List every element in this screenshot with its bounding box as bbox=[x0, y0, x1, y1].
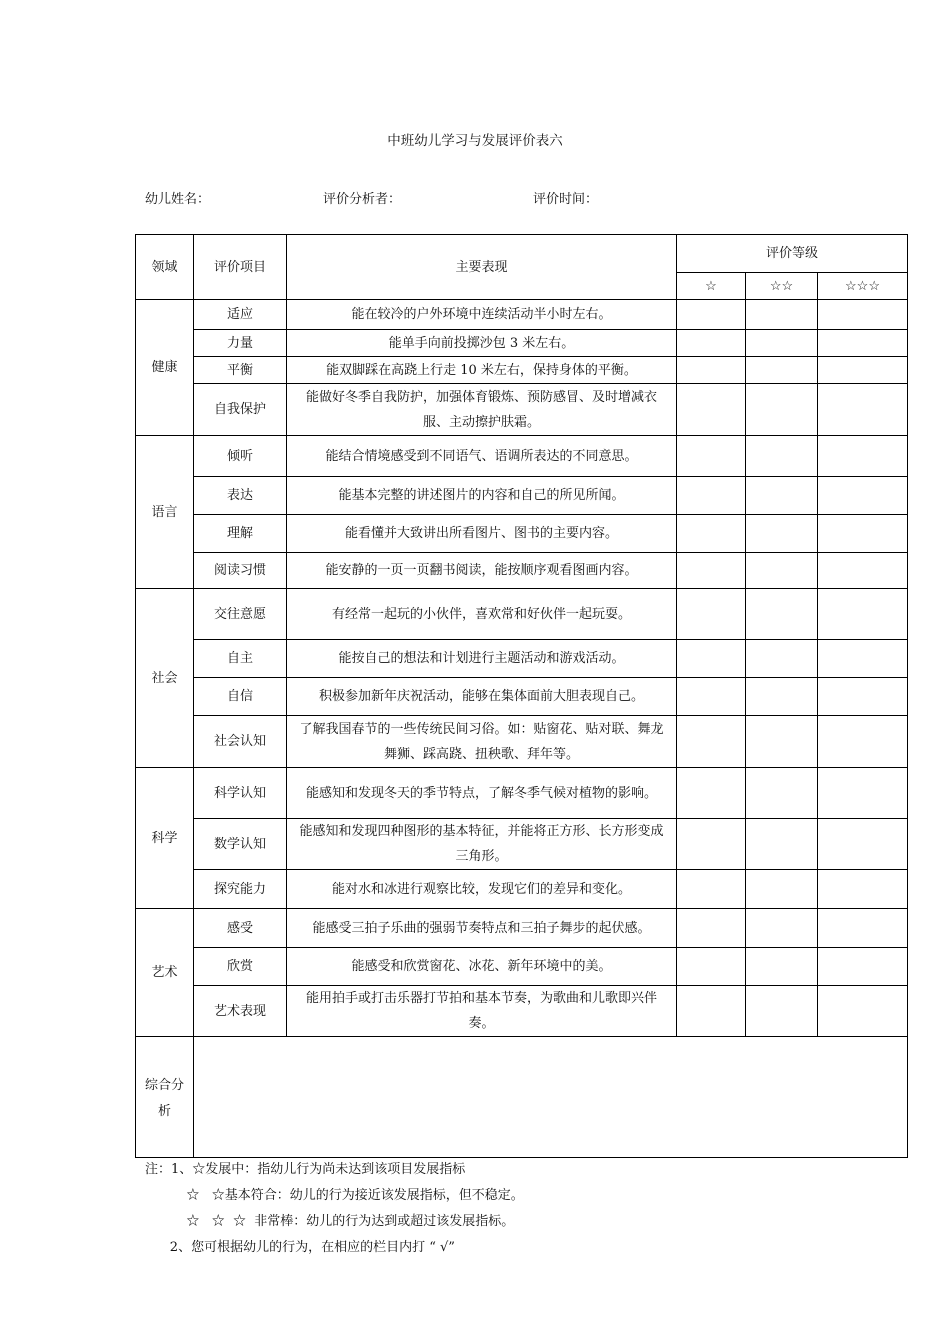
item-description: 能按自己的想法和计划进行主题活动和游戏活动。 bbox=[287, 640, 677, 678]
rating-cell-1[interactable] bbox=[677, 819, 746, 870]
rating-cell-1[interactable] bbox=[677, 384, 746, 436]
rating-cell-3[interactable] bbox=[818, 357, 908, 384]
rating-cell-2[interactable] bbox=[746, 384, 818, 436]
item-description: 能感受三拍子乐曲的强弱节奏特点和三拍子舞步的起伏感。 bbox=[287, 909, 677, 948]
item-description: 能看懂并大致讲出所看图片、图书的主要内容。 bbox=[287, 515, 677, 553]
header-rating: 评价等级 bbox=[677, 235, 908, 273]
item-label: 理解 bbox=[194, 515, 287, 553]
rating-cell-3[interactable] bbox=[818, 553, 908, 589]
item-description: 了解我国春节的一些传统民间习俗。如：贴窗花、贴对联、舞龙舞狮、踩高跷、扭秧歌、拜年等。 bbox=[287, 716, 677, 768]
header-item: 评价项目 bbox=[194, 235, 287, 300]
summary-label: 综合分析 bbox=[136, 1037, 194, 1158]
rating-cell-2[interactable] bbox=[746, 357, 818, 384]
rating-cell-3[interactable] bbox=[818, 515, 908, 553]
item-label: 表达 bbox=[194, 477, 287, 515]
rating-cell-3[interactable] bbox=[818, 986, 908, 1037]
item-label: 科学认知 bbox=[194, 768, 287, 819]
item-label: 适应 bbox=[194, 300, 287, 330]
note-line: ☆ ☆基本符合：幼儿的行为接近该发展指标，但不稳定。 bbox=[145, 1188, 524, 1203]
rating-cell-2[interactable] bbox=[746, 768, 818, 819]
item-description: 能安静的一页一页翻书阅读，能按顺序观看图画内容。 bbox=[287, 553, 677, 589]
rating-cell-3[interactable] bbox=[818, 436, 908, 477]
rating-cell-1[interactable] bbox=[677, 436, 746, 477]
rating-cell-3[interactable] bbox=[818, 589, 908, 640]
item-label: 平衡 bbox=[194, 357, 287, 384]
rating-cell-2[interactable] bbox=[746, 553, 818, 589]
item-description: 能结合情境感受到不同语气、语调所表达的不同意思。 bbox=[287, 436, 677, 477]
item-description: 能双脚踩在高跷上行走 10 米左右，保持身体的平衡。 bbox=[287, 357, 677, 384]
rating-cell-1[interactable] bbox=[677, 477, 746, 515]
rating-cell-1[interactable] bbox=[677, 640, 746, 678]
rating-cell-1[interactable] bbox=[677, 986, 746, 1037]
rating-cell-2[interactable] bbox=[746, 948, 818, 986]
item-label: 艺术表现 bbox=[194, 986, 287, 1037]
domain-social: 社会 bbox=[136, 589, 194, 768]
rating-cell-1[interactable] bbox=[677, 678, 746, 716]
eval-time-label: 评价时间： bbox=[533, 192, 599, 207]
rating-cell-1[interactable] bbox=[677, 589, 746, 640]
rating-cell-3[interactable] bbox=[818, 948, 908, 986]
rating-cell-1[interactable] bbox=[677, 768, 746, 819]
header-star-1: ☆ bbox=[677, 273, 746, 300]
header-star-3: ☆☆☆ bbox=[818, 273, 908, 300]
note-line: 2、您可根据幼儿的行为，在相应的栏目内打 “ √” bbox=[145, 1240, 455, 1255]
header-domain: 领域 bbox=[136, 235, 194, 300]
rating-cell-1[interactable] bbox=[677, 716, 746, 768]
rating-cell-2[interactable] bbox=[746, 716, 818, 768]
rating-cell-2[interactable] bbox=[746, 819, 818, 870]
rating-cell-3[interactable] bbox=[818, 300, 908, 330]
item-label: 自信 bbox=[194, 678, 287, 716]
rating-cell-1[interactable] bbox=[677, 870, 746, 909]
rating-cell-1[interactable] bbox=[677, 515, 746, 553]
rating-cell-3[interactable] bbox=[818, 384, 908, 436]
domain-health: 健康 bbox=[136, 300, 194, 436]
item-description: 能对水和冰进行观察比较，发现它们的差异和变化。 bbox=[287, 870, 677, 909]
rating-cell-3[interactable] bbox=[818, 716, 908, 768]
rating-cell-2[interactable] bbox=[746, 300, 818, 330]
rating-cell-1[interactable] bbox=[677, 300, 746, 330]
rating-cell-2[interactable] bbox=[746, 640, 818, 678]
rating-cell-2[interactable] bbox=[746, 909, 818, 948]
note-line: ☆ ☆ ☆ 非常棒：幼儿的行为达到或超过该发展指标。 bbox=[145, 1214, 515, 1229]
notes bbox=[145, 1157, 524, 1261]
rating-cell-2[interactable] bbox=[746, 589, 818, 640]
rating-cell-3[interactable] bbox=[818, 819, 908, 870]
item-label: 探究能力 bbox=[194, 870, 287, 909]
rating-cell-2[interactable] bbox=[746, 515, 818, 553]
item-label: 自主 bbox=[194, 640, 287, 678]
item-description: 能做好冬季自我防护，加强体育锻炼、预防感冒、及时增减衣服、主动擦护肤霜。 bbox=[287, 384, 677, 436]
item-description: 能感受和欣赏窗花、冰花、新年环境中的美。 bbox=[287, 948, 677, 986]
rating-cell-1[interactable] bbox=[677, 330, 746, 357]
rating-cell-3[interactable] bbox=[818, 909, 908, 948]
domain-science: 科学 bbox=[136, 768, 194, 909]
rating-cell-3[interactable] bbox=[818, 477, 908, 515]
evaluation-table bbox=[135, 234, 908, 1158]
item-label: 社会认知 bbox=[194, 716, 287, 768]
rating-cell-2[interactable] bbox=[746, 678, 818, 716]
item-label: 力量 bbox=[194, 330, 287, 357]
rating-cell-3[interactable] bbox=[818, 768, 908, 819]
domain-language: 语言 bbox=[136, 436, 194, 589]
item-description: 能基本完整的讲述图片的内容和自己的所见所闻。 bbox=[287, 477, 677, 515]
evaluator-label: 评价分析者： bbox=[323, 192, 402, 207]
rating-cell-3[interactable] bbox=[818, 330, 908, 357]
rating-cell-3[interactable] bbox=[818, 678, 908, 716]
rating-cell-1[interactable] bbox=[677, 948, 746, 986]
rating-cell-2[interactable] bbox=[746, 986, 818, 1037]
note-line: 注：1、☆发展中：指幼儿行为尚未达到该项目发展指标 bbox=[145, 1162, 466, 1177]
rating-cell-2[interactable] bbox=[746, 436, 818, 477]
summary-analysis-field[interactable] bbox=[194, 1037, 908, 1158]
item-label: 自我保护 bbox=[194, 384, 287, 436]
rating-cell-3[interactable] bbox=[818, 870, 908, 909]
domain-art: 艺术 bbox=[136, 909, 194, 1037]
rating-cell-1[interactable] bbox=[677, 553, 746, 589]
item-description: 能感知和发现冬天的季节特点，了解冬季气候对植物的影响。 bbox=[287, 768, 677, 819]
child-name-label: 幼儿姓名： bbox=[145, 192, 211, 207]
item-label: 阅读习惯 bbox=[194, 553, 287, 589]
rating-cell-3[interactable] bbox=[818, 640, 908, 678]
item-label: 倾听 bbox=[194, 436, 287, 477]
header-star-2: ☆☆ bbox=[746, 273, 818, 300]
rating-cell-1[interactable] bbox=[677, 357, 746, 384]
item-label: 交往意愿 bbox=[194, 589, 287, 640]
item-label: 欣赏 bbox=[194, 948, 287, 986]
header-performance: 主要表现 bbox=[287, 235, 677, 300]
item-description: 能在较冷的户外环境中连续活动半小时左右。 bbox=[287, 300, 677, 330]
item-description: 能单手向前投掷沙包 3 米左右。 bbox=[287, 330, 677, 357]
item-description: 有经常一起玩的小伙伴，喜欢常和好伙伴一起玩耍。 bbox=[287, 589, 677, 640]
item-description: 积极参加新年庆祝活动，能够在集体面前大胆表现自己。 bbox=[287, 678, 677, 716]
page-title: 中班幼儿学习与发展评价表六 bbox=[387, 133, 563, 149]
item-description: 能用拍手或打击乐器打节拍和基本节奏，为歌曲和儿歌即兴伴奏。 bbox=[287, 986, 677, 1037]
item-label: 感受 bbox=[194, 909, 287, 948]
rating-cell-2[interactable] bbox=[746, 477, 818, 515]
item-label: 数学认知 bbox=[194, 819, 287, 870]
rating-cell-2[interactable] bbox=[746, 870, 818, 909]
rating-cell-1[interactable] bbox=[677, 909, 746, 948]
rating-cell-2[interactable] bbox=[746, 330, 818, 357]
item-description: 能感知和发现四种图形的基本特征，并能将正方形、长方形变成三角形。 bbox=[287, 819, 677, 870]
